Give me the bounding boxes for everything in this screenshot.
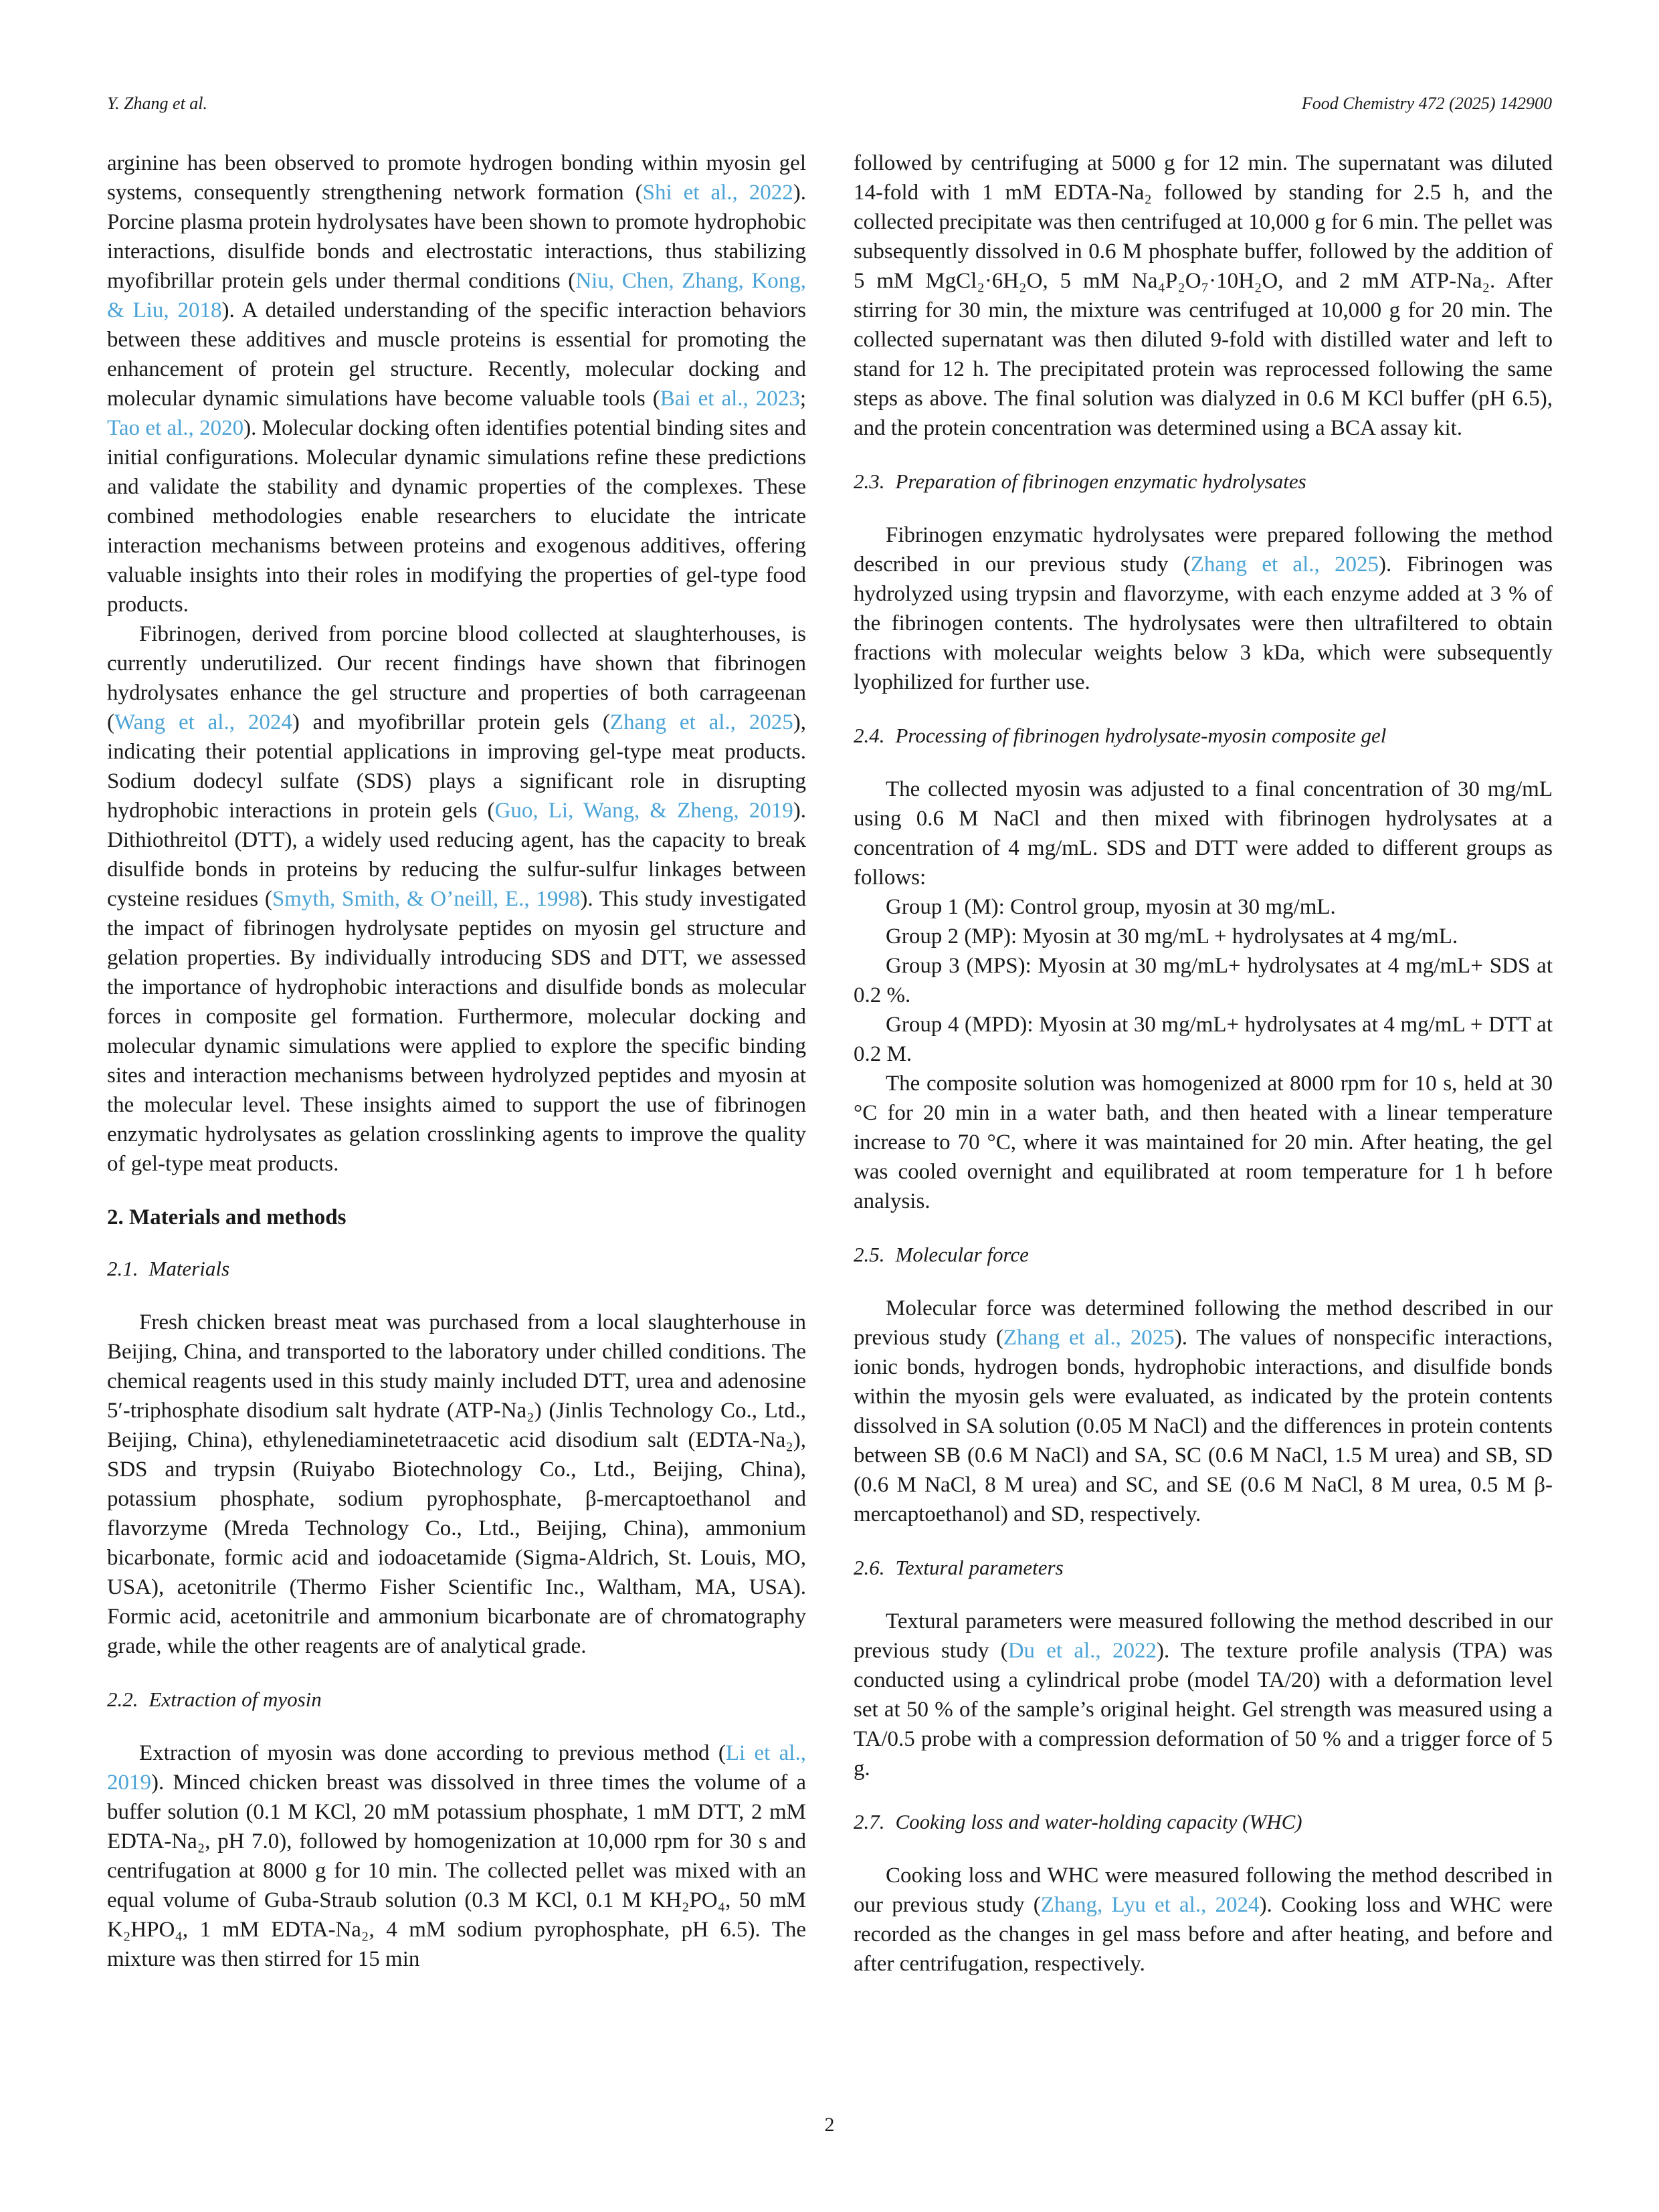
running-header-journal: Food Chemistry 472 (2025) 142900 <box>1301 94 1552 113</box>
citation-link[interactable]: Zhang et al., 2025 <box>609 710 793 734</box>
citation-link[interactable]: Zhang, Lyu et al., 2024 <box>1040 1893 1260 1917</box>
citation-link[interactable]: Tao et al., 2020 <box>107 416 244 440</box>
citation-link[interactable]: Bai et al., 2023 <box>660 387 800 411</box>
running-header-authors: Y. Zhang et al. <box>107 94 208 113</box>
composite-gel-paragraph: The collected myosin was adjusted to a final concentration of 30 mg/mL using 0.6 M NaCl and then mixed with fibrinogen hydrolysates at a concentration of 4 mg/mL. SDS and DTT were added to different groups as follows: <box>854 777 1553 890</box>
subsection-heading-materials: 2.1. Materials <box>107 1257 230 1280</box>
subsection-heading-hydrolysates: 2.3. Preparation of fibrinogen enzymatic hydrolysates <box>854 470 1306 493</box>
textural-paragraph: Textural parameters were measured following the method described in our previous study (Du et al., 2022). The texture profile analysis (TPA) was conducted using a cylindrical probe (model TA/20) with a deformation level set at 50 % of the sample’s original height. Gel strength was measured using a TA/0.5 probe with a compression deformation of 50 % and a trigger force of 5 g. <box>854 1609 1553 1781</box>
subsection-heading-molecular-force: 2.5. Molecular force <box>854 1243 1029 1266</box>
citation-link[interactable]: Niu, Chen, Zhang, Kong, & Liu, 2018 <box>107 269 807 322</box>
right-column <box>854 148 1553 1979</box>
intro-paragraph-fibrinogen: Fibrinogen, derived from porcine blood collected at slaughterhouses, is currently underutilized. Our recent findings have shown that fibrinogen hydrolysates enhance the gel structure and properties of both carrageenan (Wang et al., 2024) and myofibrillar protein gels (Zhang et al., 2025), indicating their potential applications in improving gel-type meat products. Sodium dodecyl sulfate (SDS) plays a significant role in disrupting hydrophobic interactions in protein gels (Guo, Li, Wang, & Zheng, 2019). Dithiothreitol (DTT), a widely used reducing agent, has the capacity to break disulfide bonds in proteins by reducing the sulfur-sulfur linkages between cysteine residues (Smyth, Smith, & O’neill, E., 1998). This study investigated the impact of fibrinogen hydrolysate peptides on myosin gel structure and gelation properties. By individually introducing SDS and DTT, we assessed the importance of hydrophobic interactions and disulfide bonds as molecular forces in composite gel formation. Furthermore, molecular docking and molecular dynamic simulations were applied to explore the specific binding sites and interaction mechanisms between hydrolyzed peptides and myosin at the molecular level. These insights aimed to support the use of fibrinogen enzymatic hydrolysates as gelation crosslinking agents to improve the quality of gel-type meat products. <box>107 622 807 1176</box>
citation-link[interactable]: Li et al., 2019 <box>107 1741 806 1795</box>
group-item: Group 3 (MPS): Myosin at 30 mg/mL+ hydrolysates at 4 mg/mL+ SDS at 0.2 %. <box>854 954 1553 1007</box>
citation-link[interactable]: Wang et al., 2024 <box>114 710 292 734</box>
subsection-heading-textural: 2.6. Textural parameters <box>854 1556 1064 1579</box>
citation-link[interactable]: Zhang et al., 2025 <box>1190 552 1379 577</box>
materials-paragraph: Fresh chicken breast meat was purchased from a local slaughterhouse in Beijing, China, and transported to the laboratory under chilled conditions. The chemical reagents used in this study mainly included DTT, urea and adenosine 5′-triphosphate disodium salt hydrate (ATP-Na₂) (Jinlis Technology Co., Ltd., Beijing, China), ethylenediaminetetraacetic acid disodium salt (EDTA-Na₂), SDS and trypsin (Ruiyabo Biotechnology Co., Ltd., Beijing, China), potassium phosphate, sodium pyrophosphate, β-mercaptoethanol and flavorzyme (Mreda Technology Co., Ltd., Beijing, China), ammonium bicarbonate, formic acid and iodoacetamide (Sigma-Aldrich, St. Louis, MO, USA), acetonitrile (Thermo Fisher Scientific Inc., Waltham, MA, USA). Formic acid, acetonitrile and ammonium bicarbonate are of chromatography grade, while the other reagents are of analytical grade. <box>107 1310 806 1658</box>
group-item: Group 1 (M): Control group, myosin at 30 mg/mL. <box>886 895 1336 919</box>
citation-link[interactable]: Smyth, Smith, & O’neill, E., 1998 <box>272 887 581 911</box>
composite-gel-heating-paragraph: The composite solution was homogenized at 8000 rpm for 10 s, held at 30 °C for 20 min in a water bath, and then heated with a linear temperature increase to 70 °C, where it was maintained for 20 min. After heating, the gel was cooled overnight and equilibrated at room temperature for 1 h before analysis. <box>854 1072 1553 1213</box>
left-column <box>107 148 806 1974</box>
subsection-heading-extraction: 2.2. Extraction of myosin <box>107 1688 322 1711</box>
citation-link[interactable]: Guo, Li, Wang, & Zheng, 2019 <box>494 799 793 823</box>
cooking-loss-paragraph: Cooking loss and WHC were measured following the method described in our previous study (Zhang, Lyu et al., 2024). Cooking loss and WHC were recorded as the changes in gel mass before and after heating, and before and after centrifugation, respectively. <box>854 1864 1553 1976</box>
extraction-paragraph-continued: followed by centrifuging at 5000 g for 12 min. The supernatant was diluted 14-fold with 1 mM EDTA-Na₂ followed by standing for 2.5 h, and the collected precipitate was then centrifuged at 10,000 g for 6 min. The pellet was subsequently dissolved in 0.6 M phosphate buffer, followed by the addition of 5 mM MgCl₂·6H₂O, 5 mM Na₄P₂O₇·10H₂O, and 2 mM ATP-Na₂. After stirring for 30 min, the mixture was centrifuged at 10,000 g for 20 min. The collected supernatant was then diluted 9-fold with distilled water and left to stand for 12 h. The precipitated protein was reprocessed following the same steps as above. The final solution was dialyzed in 0.6 M KCl buffer (pH 6.5), and the protein concentration was determined using a BCA assay kit. <box>854 151 1553 440</box>
intro-paragraph: arginine has been observed to promote hydrogen bonding within myosin gel systems, consequently strengthening network formation (Shi et al., 2022). Porcine plasma protein hydrolysates have been shown to promote hydrophobic interactions, disulfide bonds and electrostatic interactions, thus stabilizing myofibrillar protein gels under thermal conditions (Niu, Chen, Zhang, Kong, & Liu, 2018). A detailed understanding of the specific interaction behaviors between these additives and muscle proteins is essential for promoting the enhancement of protein gel structure. Recently, molecular docking and molecular dynamic simulations have become valuable tools (Bai et al., 2023; Tao et al., 2020). Molecular docking often identifies potential binding sites and initial configurations. Molecular dynamic simulations refine these predictions and validate the stability and dynamic properties of the complexes. These combined methodologies enable researchers to elucidate the intricate interaction mechanisms between proteins and exogenous additives, offering valuable insights into their roles in modifying the properties of gel-type food products. <box>107 151 807 617</box>
citation-link[interactable]: Zhang et al., 2025 <box>1003 1326 1175 1350</box>
subsection-heading-composite-gel: 2.4. Processing of fibrinogen hydrolysate-myosin composite gel <box>854 724 1387 747</box>
hydrolysates-paragraph: Fibrinogen enzymatic hydrolysates were prepared following the method described in our previous study (Zhang et al., 2025). Fibrinogen was hydrolyzed using trypsin and flavorzyme, with each enzyme added at 3 % of the fibrinogen contents. The hydrolysates were then ultrafiltered to obtain fractions with molecular weights below 3 kDa, which were subsequently lyophilized for further use. <box>854 523 1553 694</box>
subsection-heading-cooking-loss: 2.7. Cooking loss and water-holding capacity (WHC) <box>854 1810 1302 1833</box>
page-number: 2 <box>824 2114 835 2136</box>
citation-link[interactable]: Du et al., 2022 <box>1007 1639 1157 1663</box>
section-heading-methods: 2. Materials and methods <box>107 1205 347 1229</box>
citation-link[interactable]: Shi et al., 2022 <box>642 181 793 205</box>
extraction-paragraph: Extraction of myosin was done according to previous method (Li et al., 2019). Minced chicken breast was dissolved in three times the volume of a buffer solution (0.1 M KCl, 20 mM potassium phosphate, 1 mM DTT, 2 mM EDTA-Na₂, pH 7.0), followed by homogenization at 10,000 rpm for 30 s and centrifugation at 8000 g for 10 min. The collected pellet was mixed with an equal volume of Guba-Straub solution (0.3 M KCl, 0.1 M KH₂PO₄, 50 mM K₂HPO₄, 1 mM EDTA-Na₂, 4 mM sodium pyrophosphate, pH 6.5). The mixture was then stirred for 15 min <box>107 1741 806 1971</box>
group-item: Group 2 (MP): Myosin at 30 mg/mL + hydrolysates at 4 mg/mL. <box>886 924 1458 948</box>
molecular-force-paragraph: Molecular force was determined following the method described in our previous study (Zhang et al., 2025). The values of nonspecific interactions, ionic bonds, hydrogen bonds, hydrophobic interactions, and disulfide bonds within the myosin gels were evaluated, as indicated by the protein contents dissolved in SA solution (0.05 M NaCl) and the differences in protein contents between SB (0.6 M NaCl) and SA, SC (0.6 M NaCl, 1.5 M urea) and SB, SD (0.6 M NaCl, 8 M urea) and SC, and SE (0.6 M NaCl, 8 M urea, 0.5 M β-mercaptoethanol) and SD, respectively. <box>854 1296 1553 1526</box>
group-item: Group 4 (MPD): Myosin at 30 mg/mL+ hydrolysates at 4 mg/mL + DTT at 0.2 M. <box>854 1013 1553 1066</box>
